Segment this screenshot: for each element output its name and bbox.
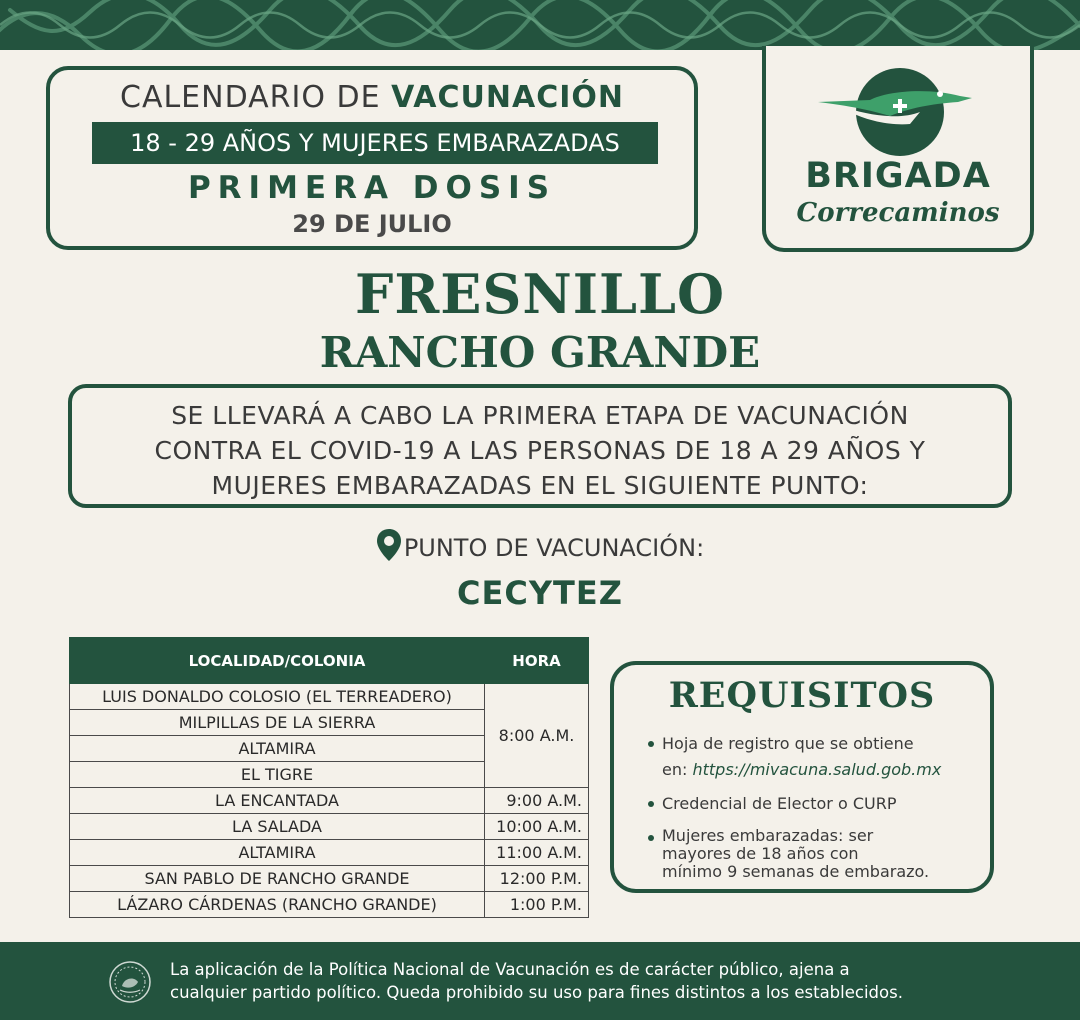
roadrunner-logo-icon [810,60,974,156]
column-header-locality: LOCALIDAD/COLONIA [70,638,485,684]
hour-cell: 11:00 A.M. [485,840,589,866]
locality-cell: SAN PABLO DE RANCHO GRANDE [70,866,485,892]
list-item: Mujeres embarazadas: ser mayores de 18 años con mínimo 9 semanas de embarazo. [648,827,988,881]
table-row [70,892,589,918]
vaccination-point-name: CECYTEZ [457,574,623,612]
calendar-title: CALENDARIO DE VACUNACIÓN [120,80,624,115]
hour-cell: 12:00 P.M. [485,866,589,892]
hour-cell: 1:00 P.M. [485,892,589,918]
locality-cell: EL TIGRE [70,762,485,788]
table-row [70,840,589,866]
brand-box [762,46,1034,252]
requirements-title: REQUISITOS [668,675,936,716]
bullet-icon [648,741,654,747]
list-item: Credencial de Elector o CURP [648,793,988,815]
table-row [70,814,589,840]
notice-line: MUJERES EMBARAZADAS EN EL SIGUIENTE PUNTO: [211,471,869,500]
list-item: Hoja de registro que se obtiene en: https://mivacuna.salud.gob.mx [648,733,988,781]
table-row [70,866,589,892]
table-row [70,684,589,710]
vaccination-point-label: PUNTO DE VACUNACIÓN: [0,528,1080,562]
brand-subtitle: Correcaminos [796,198,1000,228]
locality-cell: LUIS DONALDO COLOSIO (EL TERREADERO) [70,684,485,710]
bullet-icon [648,835,654,841]
requirements-box [610,661,994,893]
pattern-icon [0,0,1080,50]
hour-cell: 10:00 A.M. [485,814,589,840]
decorative-pattern-band [0,0,1080,50]
notice-box [68,384,1012,508]
footer-disclaimer: La aplicación de la Política Nacional de Vacunación es de carácter público, ajena a cualquier partido político. Queda prohibido su uso para fines distintos a los establecidos. [170,960,903,1002]
schedule-table [69,637,589,918]
footer [0,942,1080,1020]
mexico-seal-icon [108,960,152,1004]
locality-cell: MILPILLAS DE LA SIERRA [70,710,485,736]
hour-cell: 8:00 A.M. [485,684,589,788]
locality-cell: ALTAMIRA [70,736,485,762]
locality-cell: LA ENCANTADA [70,788,485,814]
brand-name: BRIGADA [805,156,991,196]
registration-link[interactable]: https://mivacuna.salud.gob.mx [692,760,942,779]
requirements-list [648,733,988,893]
dose-label: PRIMERA DOSIS [187,170,557,206]
column-header-hour: HORA [485,638,589,684]
hour-cell: 9:00 A.M. [485,788,589,814]
date-label: 29 DE JULIO [292,210,452,238]
notice-line: CONTRA EL COVID-19 A LAS PERSONAS DE 18 A 29 AÑOS Y [154,436,926,465]
table-header-row [70,638,589,684]
location-pin-icon [376,528,402,562]
locality-cell: LÁZARO CÁRDENAS (RANCHO GRANDE) [70,892,485,918]
place-title: RANCHO GRANDE [319,328,761,377]
city-title: FRESNILLO [355,262,725,326]
locality-cell: ALTAMIRA [70,840,485,866]
age-range-band: 18 - 29 AÑOS Y MUJERES EMBARAZADAS [92,122,658,164]
calendar-box [46,66,698,250]
notice-line: SE LLEVARÁ A CABO LA PRIMERA ETAPA DE VACUNACIÓN [171,401,909,430]
locality-cell: LA SALADA [70,814,485,840]
bullet-icon [648,801,654,807]
table-row [70,788,589,814]
